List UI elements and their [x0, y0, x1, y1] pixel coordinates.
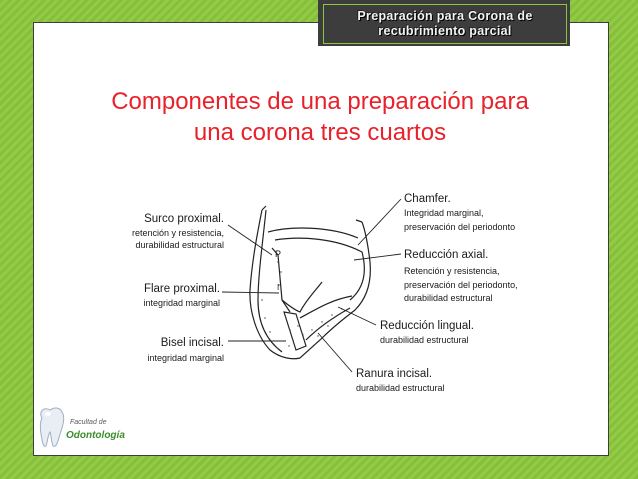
label-ranura-desc-1: durabilidad estructural: [356, 383, 445, 393]
tooth-incisal-groove: [306, 308, 350, 340]
leader-axial: [354, 254, 401, 260]
label-bisel-heading: Bisel incisal.: [160, 337, 224, 349]
label-ranura-heading: Ranura incisal.: [356, 368, 433, 380]
letter-p: P: [275, 249, 282, 259]
slide-title-line-1: Componentes de una preparación para: [111, 88, 529, 115]
label-surco-desc-2: durabilidad estructural: [135, 240, 224, 250]
logo-line-2: Odontología: [66, 430, 125, 441]
label-ranura: [356, 368, 445, 393]
label-axial: [404, 249, 518, 303]
tooth-chamfer-line: [268, 228, 358, 238]
letter-i: I: [277, 283, 280, 292]
label-surco-desc-1: retención y resistencia,: [131, 228, 224, 238]
label-lingual-heading: Reducción lingual.: [380, 320, 474, 332]
label-bisel-desc-1: integridad marginal: [147, 353, 224, 363]
label-chamfer-heading: Chamfer.: [404, 193, 451, 205]
tooth-axial-surface: [275, 238, 364, 300]
label-axial-heading: Reducción axial.: [404, 249, 489, 261]
label-flare: [143, 283, 220, 308]
tooth-flare: [282, 282, 322, 312]
label-lingual-desc-1: durabilidad estructural: [380, 335, 469, 345]
label-axial-desc-2: preservación del periodonto,: [404, 280, 518, 290]
logo-line-1: Facultad de: [70, 419, 107, 426]
slide-title-line-2: una corona tres cuartos: [193, 119, 447, 146]
leader-lines: [222, 199, 401, 372]
tooth-drawing: [250, 206, 370, 359]
leader-chamfer: [358, 199, 401, 245]
header-line-2: recubrimiento parcial: [378, 24, 512, 38]
label-surco: [132, 213, 224, 250]
label-axial-desc-1: Retención y resistencia,: [404, 266, 500, 276]
faculty-logo-icon: [40, 408, 63, 446]
leader-surco: [228, 225, 272, 255]
leader-ranura: [318, 333, 352, 372]
header-line-1: Preparación para Corona de: [357, 9, 533, 23]
leader-lingual: [338, 307, 376, 325]
label-chamfer-desc-2: preservación del periodonto: [404, 222, 516, 232]
label-bisel: [147, 337, 224, 363]
label-axial-desc-3: durabilidad estructural: [404, 293, 493, 303]
label-surco-heading: Surco proximal.: [144, 213, 224, 225]
tooth-incisal-bevel: [284, 312, 306, 350]
label-flare-desc-1: integridad marginal: [143, 298, 220, 308]
tooth-root-top: [262, 206, 362, 222]
label-chamfer-desc-1: Integridad marginal,: [404, 208, 484, 218]
leader-flare: [222, 292, 279, 293]
label-flare-heading: Flare proximal.: [143, 283, 220, 295]
label-chamfer: [404, 193, 515, 232]
label-lingual: [380, 320, 474, 345]
